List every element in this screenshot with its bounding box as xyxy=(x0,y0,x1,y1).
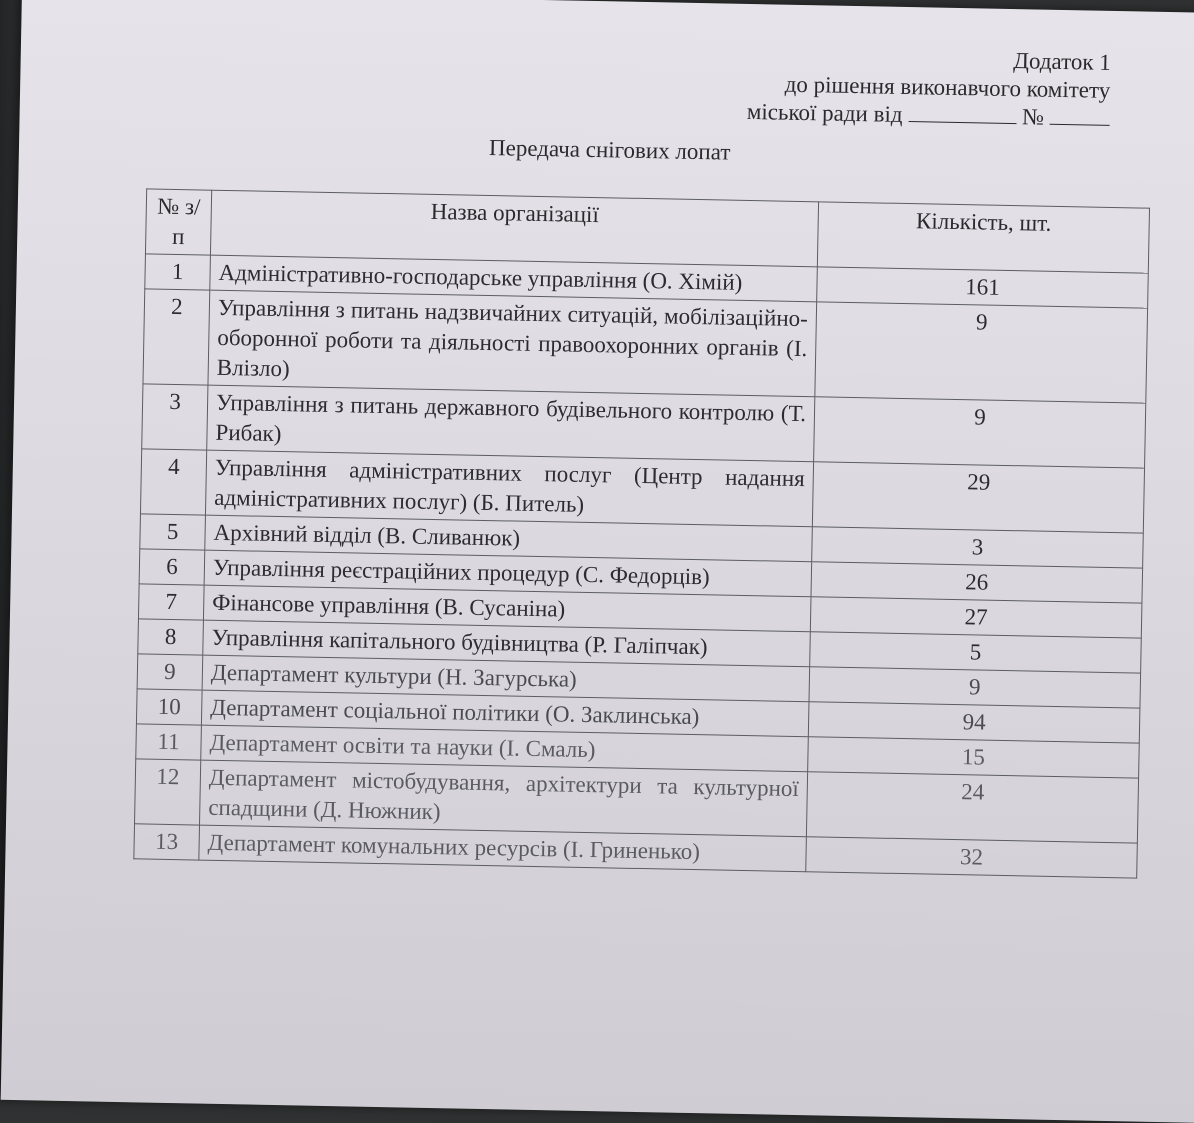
shovel-quantity: 9 xyxy=(814,397,1146,468)
organization-name: Фінансове управління (В. Сусаніна) xyxy=(203,585,811,632)
row-number: 3 xyxy=(142,384,208,450)
shovel-quantity: 32 xyxy=(806,837,1138,878)
row-number: 5 xyxy=(140,514,206,550)
column-header-organization: Назва організації xyxy=(210,190,818,267)
shovel-quantity: 9 xyxy=(809,667,1141,708)
row-number: 1 xyxy=(145,254,211,290)
shovel-quantity: 27 xyxy=(810,597,1142,638)
organization-name: Департамент соціальної політики (О. Заклинська) xyxy=(201,690,809,737)
appendix-label: Додаток 1 xyxy=(1013,48,1112,75)
organization-name: Департамент освіти та науки (І. Смаль) xyxy=(201,725,809,772)
shovel-quantity: 24 xyxy=(806,772,1138,843)
shovels-table xyxy=(133,188,1150,878)
organization-name: Архівний відділ (В. Сливанюк) xyxy=(205,515,813,562)
row-number: 7 xyxy=(138,584,204,620)
row-number: 4 xyxy=(140,449,206,515)
organization-name: Управління реєстраційних процедур (С. Федорців) xyxy=(204,550,812,597)
shovel-quantity: 9 xyxy=(815,302,1148,403)
row-number: 12 xyxy=(135,759,201,825)
column-header-quantity: Кількість, шт. xyxy=(817,202,1149,273)
organization-name: Адміністративно-господарське управління (О. Хімій) xyxy=(210,255,818,302)
row-number: 11 xyxy=(136,724,202,760)
number-blank xyxy=(1050,104,1110,126)
shovel-quantity: 161 xyxy=(817,267,1149,308)
row-number: 13 xyxy=(134,824,200,860)
organization-name: Управління адміністративних послуг (Центр надання адміністративних послуг) (Б. Питель) xyxy=(205,450,813,527)
row-number: 2 xyxy=(143,289,210,385)
appendix-header xyxy=(747,42,1111,133)
shovel-quantity: 94 xyxy=(808,702,1140,743)
row-number: 10 xyxy=(136,689,202,725)
decision-reference: до рішення виконавчого комітету xyxy=(784,71,1111,103)
organization-name: Управління з питань державного будівельного контролю (Т. Рибак) xyxy=(207,385,815,462)
organization-name: Департамент комунальних ресурсів (І. Гриненько) xyxy=(199,825,807,872)
document-page xyxy=(1,0,1194,1123)
organization-name: Департамент культури (Н. Загурська) xyxy=(202,655,810,702)
shovel-quantity: 3 xyxy=(812,527,1144,568)
row-number: 6 xyxy=(139,549,205,585)
row-number: 8 xyxy=(138,619,204,655)
organization-name: Управління з питань надзвичайних ситуацій, мобілізаційно-оборонної роботи та діяльності правоохоронних органів (І. Влізло) xyxy=(208,290,817,397)
row-number: 9 xyxy=(137,654,203,690)
shovel-quantity: 5 xyxy=(810,632,1142,673)
column-header-number: № з/п xyxy=(145,189,211,255)
document-title: Передача снігових лопат xyxy=(488,134,731,165)
organization-name: Департамент містобудування, архітектури та культурної спадщини (Д. Нюжник) xyxy=(200,760,808,837)
number-sign: № xyxy=(1021,104,1045,130)
shovel-quantity: 29 xyxy=(812,462,1144,533)
shovel-quantity: 15 xyxy=(808,737,1140,778)
council-date-label: міської ради від xyxy=(746,98,903,127)
date-blank xyxy=(908,101,1016,124)
shovel-quantity: 26 xyxy=(811,562,1143,603)
organization-name: Управління капітального будівництва (Р. Галіпчак) xyxy=(203,620,811,667)
council-date-line xyxy=(747,98,1110,133)
